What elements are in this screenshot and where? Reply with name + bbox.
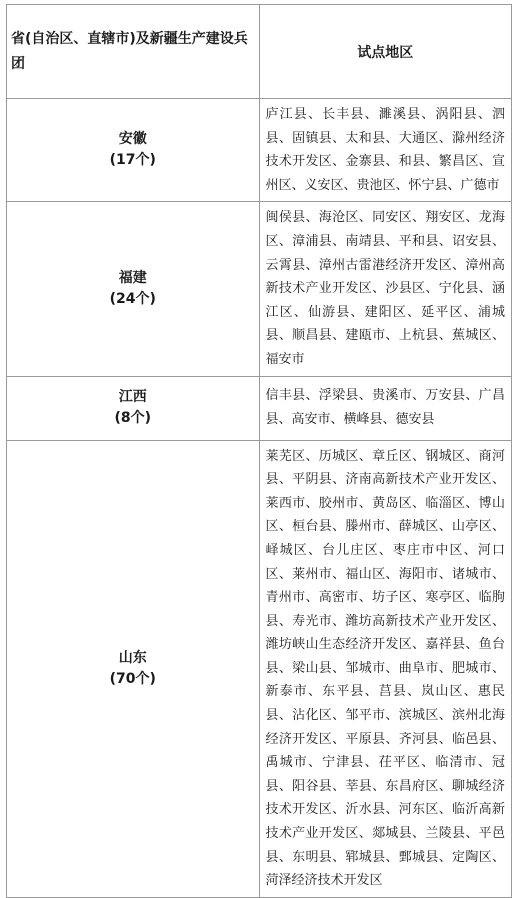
header-areas-text: 试点地区 xyxy=(357,44,414,61)
areas-cell: 信丰县、浮梁县、贵溪市、万安县、广昌县、高安市、横峰县、德安县 xyxy=(259,376,512,440)
province-count: (17个) xyxy=(109,152,156,169)
table-header-row xyxy=(7,5,512,99)
province-name: 安徽 xyxy=(118,131,147,148)
province-count: (70个) xyxy=(109,670,156,687)
header-province-text: 省(自治区、直辖市)及新疆生产建设兵团 xyxy=(11,31,248,72)
pilot-areas-table xyxy=(6,4,512,898)
areas-cell: 莱芜区、历城区、章丘区、钢城区、商河县、平阴县、济南高新技术产业开发区、莱西市、胶州市、黄岛区、临淄区、博山区、桓台县、滕州市、薛城区、山亭区、峄城区、台儿庄区、枣庄市中区、河口区、莱州市、福山区、海阳市、诸城市、青州市、高密市、坊子区、寒亭区、临朐县、寿光市、潍坊高新技术产业开发区、潍坊峡山生态经济开发区、嘉祥县、鱼台县、梁山县、邹城市、曲阜市、肥城市、新泰市、东平县、莒县、岚山区、惠民县、沾化区、邹平市、滨城区、滨州北海经济开发区、平原县、齐河县、临邑县、禹城市、宁津县、茌平区、临清市、冠县、阳谷县、莘县、东昌府区、聊城经济技术开发区、沂水县、河东区、临沂高新技术产业开发区、郯城县、兰陵县、平邑县、东明县、郓城县、鄄城县、定陶区、菏泽经济技术开发区 xyxy=(259,440,512,897)
header-province xyxy=(7,5,260,99)
table-row xyxy=(7,202,512,376)
areas-cell: 庐江县、长丰县、濉溪县、涡阳县、泗县、固镇县、太和县、大通区、滁州经济技术开发区、金寨县、和县、繁昌区、宣州区、义安区、贵池区、怀宁县、广德市 xyxy=(259,99,512,202)
province-name: 福建 xyxy=(118,269,147,286)
province-cell xyxy=(7,376,260,440)
province-count: (24个) xyxy=(109,290,156,307)
province-name: 江西 xyxy=(118,389,147,406)
province-name: 山东 xyxy=(118,649,147,666)
province-count: (8个) xyxy=(114,410,152,427)
header-areas xyxy=(259,5,512,99)
province-cell xyxy=(7,440,260,897)
table-row xyxy=(7,376,512,440)
table-row xyxy=(7,440,512,897)
province-cell xyxy=(7,202,260,376)
province-cell xyxy=(7,99,260,202)
areas-cell: 闽侯县、海沧区、同安区、翔安区、龙海区、漳浦县、南靖县、平和县、诏安县、云霄县、漳州古雷港经济开发区、漳州高新技术产业开发区、沙县区、宁化县、涵江区、仙游县、建阳区、延平区、浦城县、顺昌县、建瓯市、上杭县、蕉城区、福安市 xyxy=(259,202,512,376)
table-row xyxy=(7,99,512,202)
